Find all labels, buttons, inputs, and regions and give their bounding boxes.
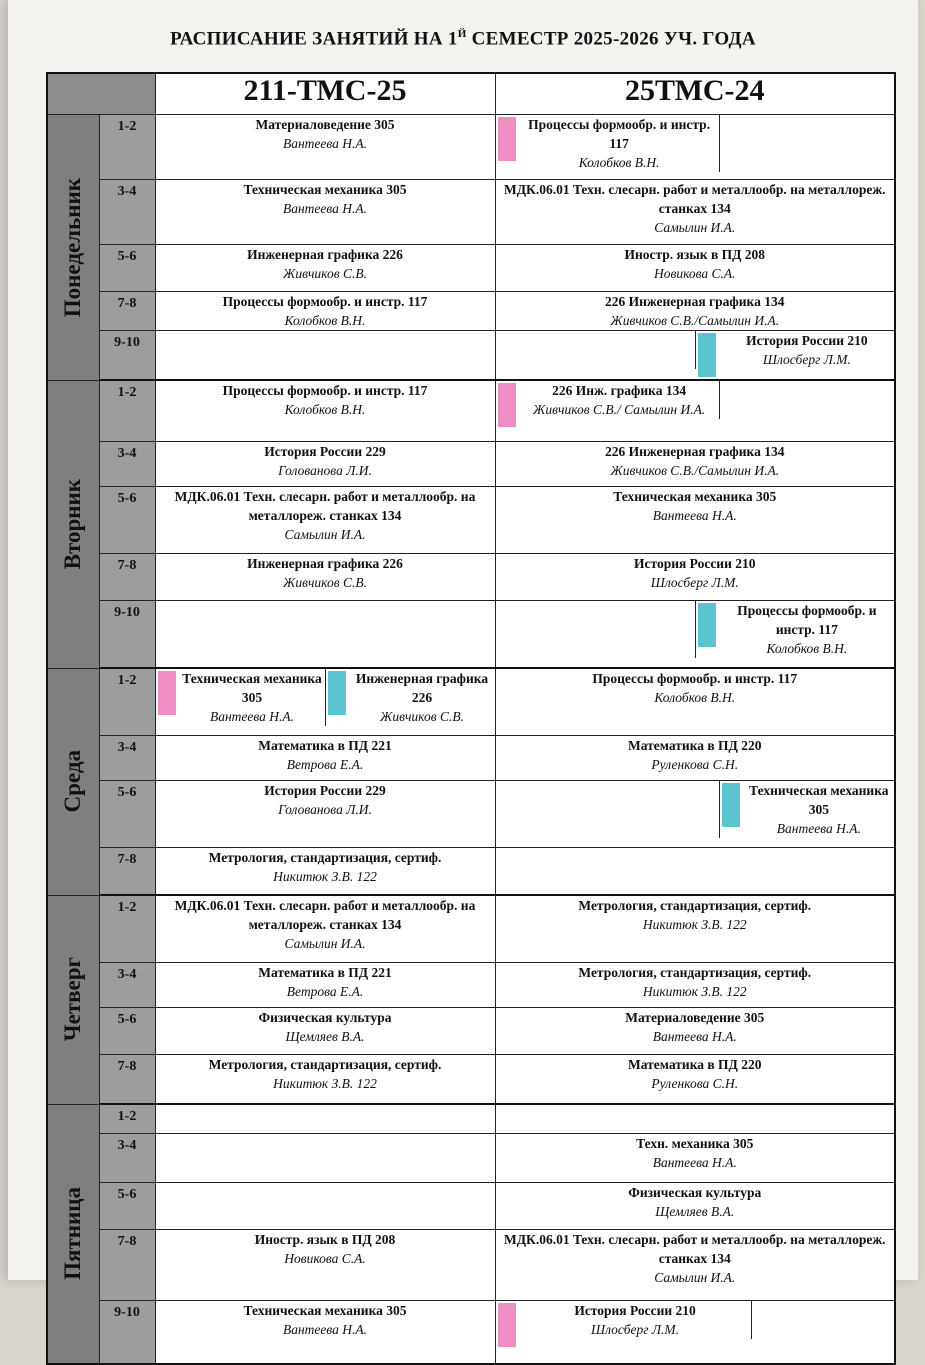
pair-number: 1-2 [99, 380, 155, 442]
lesson-row [47, 292, 895, 331]
pair-number: 5-6 [99, 1183, 155, 1230]
subject-text: История России 210 [574, 1303, 696, 1318]
pair-number: 7-8 [99, 554, 155, 601]
subject-text: Техническая механика 305 [613, 489, 777, 504]
teacher-text: Вантеева Н.А. [652, 1155, 737, 1170]
day-label-wed: Среда [47, 668, 99, 895]
subject-text: Инженерная графика 226 [355, 671, 489, 705]
lesson-row [47, 895, 895, 963]
subject-text: МДК.06.01 Техн. слесарн. работ и металлообр. на металлореж. станках 134 [504, 182, 886, 216]
subject-text: Инженерная графика 226 [247, 247, 403, 262]
subject-text: Математика в ПД 221 [258, 965, 392, 980]
teacher-text: Вантеева Н.А. [282, 1322, 368, 1337]
group2-cell [495, 668, 895, 736]
group1-cell [155, 1055, 495, 1105]
subject-text: Математика в ПД 220 [628, 1057, 762, 1072]
pair-number: 7-8 [99, 1055, 155, 1105]
teacher-text: Колобков В.Н. [766, 641, 848, 656]
group1-cell [155, 668, 495, 736]
group1-cell [155, 115, 495, 180]
day-label-mon: Понедельник [47, 115, 99, 381]
group1-cell [155, 736, 495, 781]
lesson-row [47, 487, 895, 554]
pair-number: 3-4 [99, 736, 155, 781]
lesson-row [47, 1134, 895, 1183]
blue-highlighter-mark [328, 671, 346, 715]
teacher-text: Колобков В.Н. [578, 155, 660, 170]
teacher-text: Вантеева Н.А. [652, 508, 737, 523]
subject-text: Материаловедение 305 [625, 1010, 765, 1025]
subject-text: Математика в ПД 220 [628, 738, 762, 753]
group1-cell [155, 848, 495, 896]
group2-cell [495, 848, 895, 896]
group2-cell [495, 487, 895, 554]
schedule-sheet [8, 0, 918, 1337]
subject-text: 226 Инж. графика 134 [552, 383, 687, 398]
group2-cell [495, 554, 895, 601]
group2-cell [495, 1104, 895, 1134]
teacher-text: Никитюк З.В. 122 [642, 917, 747, 932]
subject-text: Процессы формообр. и инстр. 117 [592, 671, 798, 686]
teacher-text: Колобков В.Н. [654, 690, 736, 705]
lesson-row [47, 380, 895, 442]
teacher-text: Живчиков С.В./Самылин И.А. [610, 463, 780, 478]
pair-number: 5-6 [99, 1008, 155, 1055]
teacher-text: Вантеева Н.А. [209, 709, 295, 724]
group1-cell [155, 1301, 495, 1365]
lesson-row [47, 736, 895, 781]
lesson-row [47, 963, 895, 1008]
pair-number: 1-2 [99, 115, 155, 180]
teacher-text: Самылин И.А. [284, 527, 366, 542]
lesson-row [47, 245, 895, 292]
subject-text: Метрология, стандартизация, сертиф. [578, 898, 812, 913]
teacher-text: Живчиков С.В. [380, 709, 464, 724]
subject-text: История России 229 [264, 444, 386, 459]
subject-text: История России 229 [264, 783, 386, 798]
teacher-text: Живчиков С.В. [283, 575, 367, 590]
subject-text: Физическая культура [628, 1185, 762, 1200]
subject-text: Техническая механика 305 [243, 1303, 407, 1318]
header-corner [47, 73, 155, 115]
group2-cell [495, 1055, 895, 1105]
header-row [47, 73, 895, 115]
teacher-text: Никитюк З.В. 122 [642, 984, 747, 999]
group1-cell [155, 963, 495, 1008]
pair-number: 7-8 [99, 292, 155, 331]
lesson-row [47, 1104, 895, 1134]
group1-cell [155, 180, 495, 245]
group1-cell [155, 245, 495, 292]
pink-highlighter-mark [498, 383, 516, 427]
lesson-row [47, 781, 895, 848]
subject-text: Метрология, стандартизация, сертиф. [208, 1057, 442, 1072]
group2-cell [495, 1008, 895, 1055]
subject-text: История России 210 [746, 333, 868, 348]
page-title: РАСПИСАНИЕ ЗАНЯТИЙ НА $1^Й$ СЕМЕСТР 2025-2026 УЧ. ГОДА [170, 28, 756, 50]
lesson-row [47, 554, 895, 601]
teacher-text: Ветрова Е.А. [286, 984, 364, 999]
blue-highlighter-mark [722, 783, 740, 827]
subject-text: Техническая механика 305 [749, 783, 889, 817]
group2-cell [495, 963, 895, 1008]
subject-text: 226 Инженерная графика 134 [605, 294, 785, 309]
subject-text: Процессы формообр. и инстр. 117 [222, 383, 428, 398]
subject-text: МДК.06.01 Техн. слесарн. работ и металлообр. на металлореж. станках 134 [174, 898, 476, 932]
subject-text: Материаловедение 305 [255, 117, 395, 132]
pair-number: 1-2 [99, 895, 155, 963]
group2-cell [495, 292, 895, 331]
subject-text: Математика в ПД 221 [258, 738, 392, 753]
subject-text: Процессы формообр. и инстр. 117 [222, 294, 428, 309]
subject-text: МДК.06.01 Техн. слесарн. работ и металлообр. на металлореж. станках 134 [504, 1232, 886, 1266]
teacher-text: Никитюк З.В. 122 [273, 869, 377, 884]
teacher-text: Живчиков С.В./ Самылин И.А. [533, 402, 706, 417]
pair-number: 1-2 [99, 1104, 155, 1134]
group2-cell [495, 1301, 895, 1365]
subject-text: 226 Инженерная графика 134 [605, 444, 785, 459]
teacher-text: Самылин И.А. [284, 936, 366, 951]
group2-cell [495, 1230, 895, 1301]
group2-cell [495, 180, 895, 245]
subject-text: Иностр. язык в ПД 208 [254, 1232, 396, 1247]
group1-cell [155, 1183, 495, 1230]
group1-cell [155, 331, 495, 381]
teacher-text: Щемляев В.А. [285, 1029, 365, 1044]
teacher-text: Самылин И.А. [654, 1270, 736, 1285]
teacher-text: Живчиков С.В. [283, 266, 367, 281]
teacher-text: Шлосберг Л.М. [762, 352, 851, 367]
teacher-text: Голованова Л.И. [278, 802, 372, 817]
teacher-text: Никитюк З.В. 122 [273, 1076, 377, 1091]
lesson-row [47, 601, 895, 669]
group1-cell [155, 1230, 495, 1301]
group2-cell [495, 380, 895, 442]
pair-number: 3-4 [99, 442, 155, 487]
group1-cell [155, 1134, 495, 1183]
subject-text: Техн. механика 305 [636, 1136, 754, 1151]
teacher-text: Щемляев В.А. [655, 1204, 735, 1219]
group1-cell [155, 292, 495, 331]
group2-cell [495, 1134, 895, 1183]
group2-cell [495, 781, 895, 848]
pink-highlighter-mark [498, 1303, 516, 1347]
subject-text: МДК.06.01 Техн. слесарн. работ и металлообр. на металлореж. станках 134 [174, 489, 476, 523]
pair-number: 7-8 [99, 848, 155, 896]
schedule-table [46, 72, 896, 1365]
subject-text: Процессы формообр. и инстр. 117 [528, 117, 711, 151]
day-label-fri: Пятница [47, 1104, 99, 1364]
subject-text: Техническая механика 305 [182, 671, 322, 705]
group2-cell [495, 115, 895, 180]
teacher-text: Руленкова С.Н. [651, 757, 739, 772]
group1-cell [155, 380, 495, 442]
pink-highlighter-mark [158, 671, 176, 715]
group2-cell [495, 1183, 895, 1230]
group2-cell [495, 736, 895, 781]
group1-cell [155, 601, 495, 669]
pair-number: 3-4 [99, 963, 155, 1008]
group1-cell [155, 1104, 495, 1134]
lesson-row [47, 668, 895, 736]
group-header-2: 25ТМС-24 [495, 73, 895, 115]
lesson-row [47, 1183, 895, 1230]
lesson-row [47, 848, 895, 896]
day-label-tue: Вторник [47, 380, 99, 668]
teacher-text: Новикова С.А. [653, 266, 736, 281]
group1-cell [155, 1008, 495, 1055]
lesson-row [47, 1301, 895, 1365]
group2-cell [495, 442, 895, 487]
day-label-thu: Четверг [47, 895, 99, 1104]
group2-cell [495, 245, 895, 292]
teacher-text: Живчиков С.В./Самылин И.А. [610, 313, 780, 328]
teacher-text: Шлосберг Л.М. [591, 1322, 680, 1337]
lesson-row [47, 331, 895, 381]
blue-highlighter-mark [698, 603, 716, 647]
pink-highlighter-mark [498, 117, 516, 161]
group-header-1: 211-ТМС-25 [155, 73, 495, 115]
teacher-text: Самылин И.А. [654, 220, 736, 235]
pair-number: 3-4 [99, 1134, 155, 1183]
group2-cell [495, 601, 895, 669]
pair-number: 5-6 [99, 487, 155, 554]
pair-number: 9-10 [99, 1301, 155, 1365]
lesson-row [47, 180, 895, 245]
lesson-row [47, 1008, 895, 1055]
group1-cell [155, 895, 495, 963]
group1-cell [155, 554, 495, 601]
teacher-text: Вантеева Н.А. [282, 201, 368, 216]
teacher-text: Вантеева Н.А. [652, 1029, 737, 1044]
group1-cell [155, 487, 495, 554]
group1-cell [155, 442, 495, 487]
teacher-text: Колобков В.Н. [284, 402, 366, 417]
pair-number: 5-6 [99, 245, 155, 292]
lesson-row [47, 1055, 895, 1105]
pair-number: 7-8 [99, 1230, 155, 1301]
teacher-text: Руленкова С.Н. [651, 1076, 739, 1091]
subject-text: Метрология, стандартизация, сертиф. [208, 850, 442, 865]
teacher-text: Вантеева Н.А. [776, 821, 861, 836]
teacher-text: Вантеева Н.А. [282, 136, 368, 151]
subject-text: Физическая культура [258, 1010, 392, 1025]
group1-cell [155, 781, 495, 848]
teacher-text: Колобков В.Н. [284, 313, 366, 328]
lesson-row [47, 442, 895, 487]
group2-cell [495, 895, 895, 963]
teacher-text: Шлосберг Л.М. [650, 575, 739, 590]
pair-number: 9-10 [99, 331, 155, 381]
subject-text: Процессы формообр. и инстр. 117 [737, 603, 877, 637]
pair-number: 3-4 [99, 180, 155, 245]
pair-number: 5-6 [99, 781, 155, 848]
teacher-text: Ветрова Е.А. [286, 757, 364, 772]
lesson-row [47, 115, 895, 180]
subject-text: Иностр. язык в ПД 208 [624, 247, 766, 262]
subject-text: История России 210 [634, 556, 756, 571]
teacher-text: Голованова Л.И. [278, 463, 372, 478]
subject-text: Инженерная графика 226 [247, 556, 403, 571]
teacher-text: Новикова С.А. [284, 1251, 366, 1266]
lesson-row [47, 1230, 895, 1301]
pair-number: 1-2 [99, 668, 155, 736]
pair-number: 9-10 [99, 601, 155, 669]
subject-text: Техническая механика 305 [243, 182, 407, 197]
subject-text: Метрология, стандартизация, сертиф. [578, 965, 812, 980]
blue-highlighter-mark [698, 333, 716, 377]
group2-cell [495, 331, 895, 381]
